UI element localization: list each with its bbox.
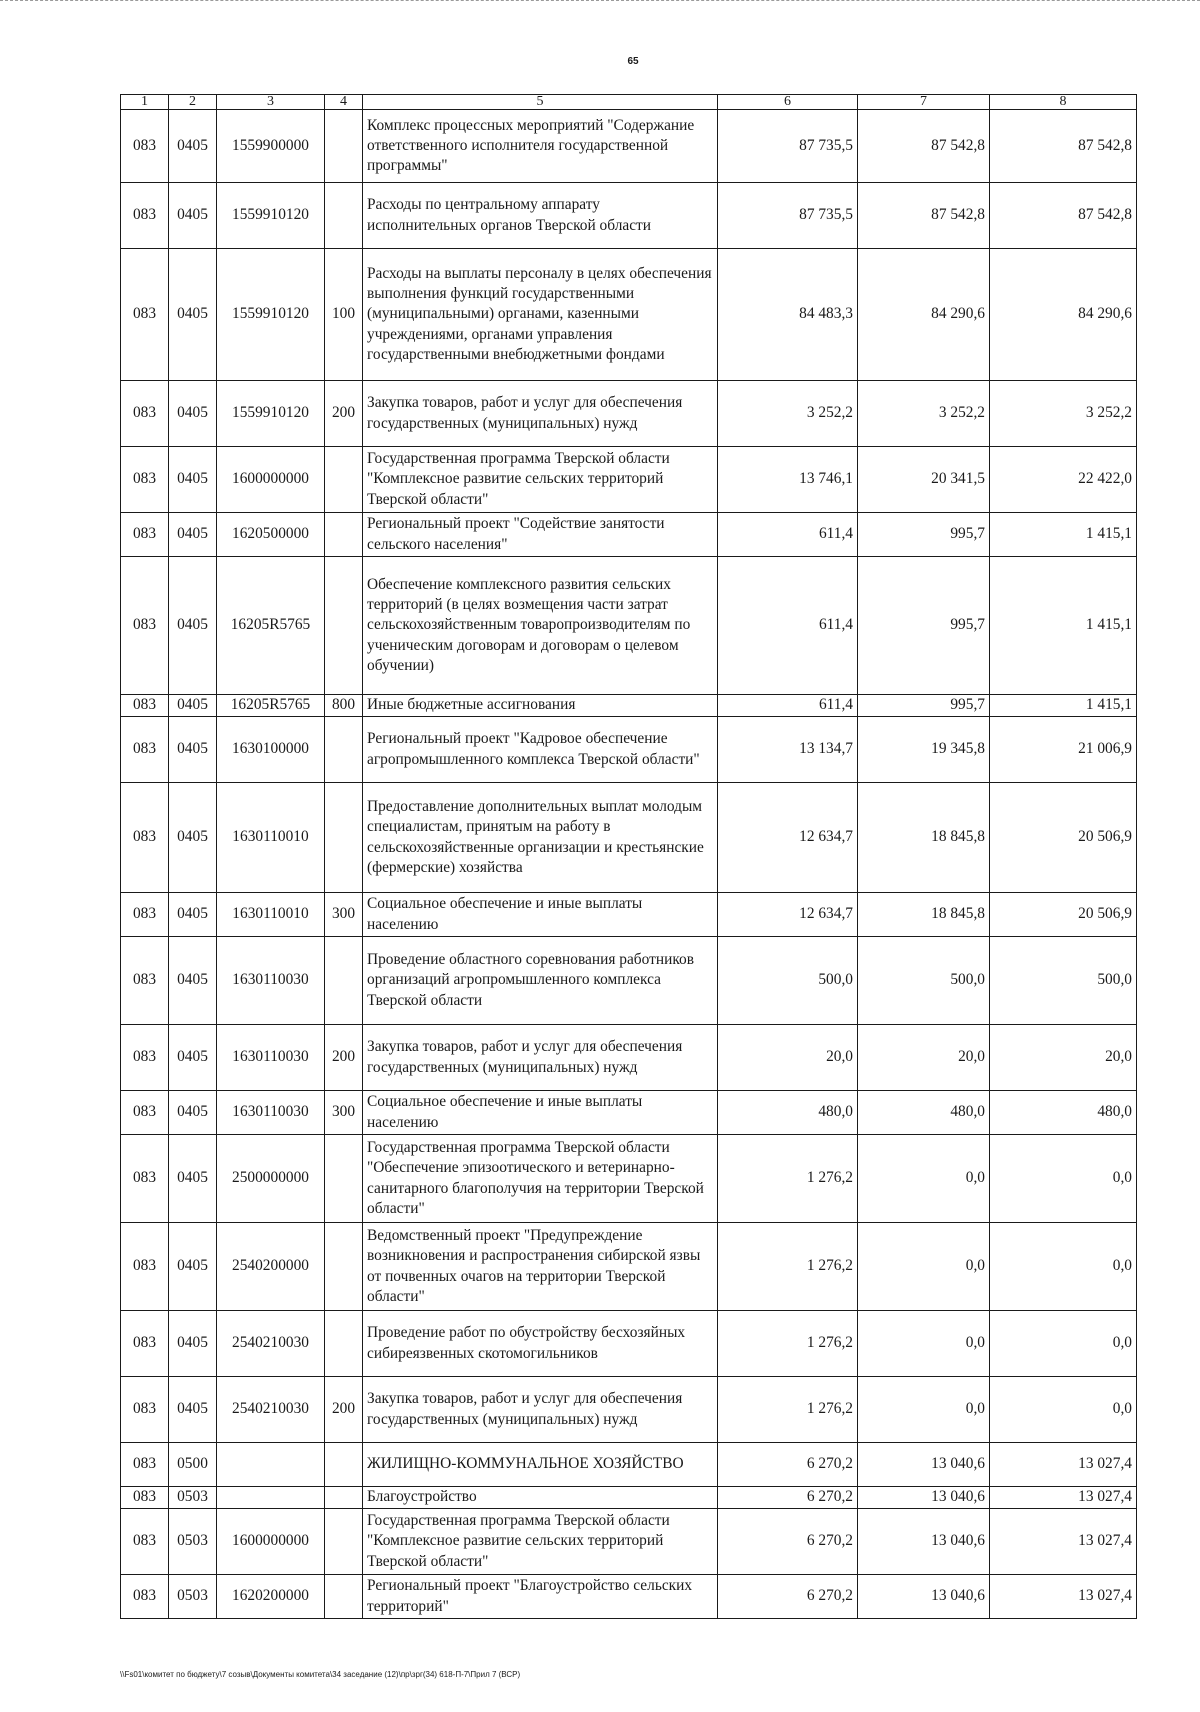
amount-col8-cell: 20 506,9 — [990, 893, 1137, 937]
budget-table — [120, 94, 1137, 1619]
amount-col8-cell: 84 290,6 — [990, 249, 1137, 381]
table-row — [121, 110, 1137, 183]
target-article-code-cell: 2540200000 — [217, 1223, 325, 1311]
expense-type-code-cell — [325, 1311, 363, 1377]
section-code-cell: 0503 — [169, 1575, 217, 1619]
admin-code-cell: 083 — [121, 1135, 169, 1223]
amount-col6-cell: 3 252,2 — [718, 381, 858, 447]
amount-col8-cell: 0,0 — [990, 1311, 1137, 1377]
expense-type-code-cell — [325, 1135, 363, 1223]
amount-col7-cell: 995,7 — [858, 513, 990, 557]
amount-col7-cell: 0,0 — [858, 1377, 990, 1443]
admin-code-cell: 083 — [121, 1025, 169, 1091]
admin-code-cell: 083 — [121, 513, 169, 557]
admin-code-cell: 083 — [121, 1311, 169, 1377]
amount-col8-cell: 22 422,0 — [990, 447, 1137, 513]
amount-col6-cell: 500,0 — [718, 937, 858, 1025]
expense-type-code-cell — [325, 557, 363, 695]
target-article-code-cell: 1620200000 — [217, 1575, 325, 1619]
amount-col7-cell: 19 345,8 — [858, 717, 990, 783]
description-cell: Закупка товаров, работ и услуг для обеспечения государственных (муниципальных) нужд — [363, 1025, 718, 1091]
column-header-3: 3 — [217, 95, 325, 110]
amount-col6-cell: 6 270,2 — [718, 1487, 858, 1509]
amount-col8-cell: 1 415,1 — [990, 513, 1137, 557]
table-row — [121, 513, 1137, 557]
table-row — [121, 1377, 1137, 1443]
expense-type-code-cell — [325, 1487, 363, 1509]
amount-col7-cell: 0,0 — [858, 1311, 990, 1377]
expense-type-code-cell: 200 — [325, 1025, 363, 1091]
admin-code-cell: 083 — [121, 937, 169, 1025]
section-code-cell: 0405 — [169, 513, 217, 557]
expense-type-code-cell: 200 — [325, 1377, 363, 1443]
expense-type-code-cell — [325, 937, 363, 1025]
amount-col7-cell: 13 040,6 — [858, 1487, 990, 1509]
table-row — [121, 1311, 1137, 1377]
column-number-row — [121, 95, 1137, 110]
description-cell: Закупка товаров, работ и услуг для обеспечения государственных (муниципальных) нужд — [363, 381, 718, 447]
expense-type-code-cell: 100 — [325, 249, 363, 381]
admin-code-cell: 083 — [121, 447, 169, 513]
admin-code-cell: 083 — [121, 695, 169, 717]
description-cell: Региональный проект "Благоустройство сельских территорий" — [363, 1575, 718, 1619]
amount-col7-cell: 87 542,8 — [858, 183, 990, 249]
amount-col6-cell: 480,0 — [718, 1091, 858, 1135]
amount-col7-cell: 13 040,6 — [858, 1575, 990, 1619]
column-header-7: 7 — [858, 95, 990, 110]
target-article-code-cell — [217, 1443, 325, 1487]
target-article-code-cell: 1600000000 — [217, 447, 325, 513]
description-cell: Комплекс процессных мероприятий "Содержание ответственного исполнителя государственной программы" — [363, 110, 718, 183]
table-row — [121, 1443, 1137, 1487]
table-row — [121, 717, 1137, 783]
description-cell: Ведомственный проект "Предупреждение возникновения и распространения сибирской язвы от почвенных очагов на территории Тверской области" — [363, 1223, 718, 1311]
amount-col6-cell: 84 483,3 — [718, 249, 858, 381]
description-cell: Проведение работ по обустройству бесхозяйных сибиреязвенных скотомогильников — [363, 1311, 718, 1377]
amount-col6-cell: 12 634,7 — [718, 783, 858, 893]
admin-code-cell: 083 — [121, 381, 169, 447]
target-article-code-cell: 2540210030 — [217, 1377, 325, 1443]
table-row — [121, 1025, 1137, 1091]
target-article-code-cell: 16205R5765 — [217, 557, 325, 695]
expense-type-code-cell — [325, 717, 363, 783]
amount-col7-cell: 995,7 — [858, 695, 990, 717]
section-code-cell: 0405 — [169, 937, 217, 1025]
amount-col6-cell: 87 735,5 — [718, 110, 858, 183]
admin-code-cell: 083 — [121, 1443, 169, 1487]
section-code-cell: 0405 — [169, 557, 217, 695]
amount-col8-cell: 13 027,4 — [990, 1509, 1137, 1575]
admin-code-cell: 083 — [121, 183, 169, 249]
target-article-code-cell: 1559910120 — [217, 381, 325, 447]
table-row — [121, 557, 1137, 695]
target-article-code-cell: 1630110010 — [217, 893, 325, 937]
expense-type-code-cell: 200 — [325, 381, 363, 447]
amount-col8-cell: 3 252,2 — [990, 381, 1137, 447]
description-cell: Обеспечение комплексного развития сельских территорий (в целях возмещения части затрат сельскохозяйственным товаропроизводителям по ученическим договорам и договорам о целевом обучении) — [363, 557, 718, 695]
description-cell: ЖИЛИЩНО-КОММУНАЛЬНОЕ ХОЗЯЙСТВО — [363, 1443, 718, 1487]
amount-col6-cell: 20,0 — [718, 1025, 858, 1091]
table-body — [121, 110, 1137, 1619]
table-row — [121, 183, 1137, 249]
amount-col6-cell: 1 276,2 — [718, 1311, 858, 1377]
amount-col6-cell: 13 746,1 — [718, 447, 858, 513]
amount-col8-cell: 13 027,4 — [990, 1487, 1137, 1509]
target-article-code-cell: 1600000000 — [217, 1509, 325, 1575]
section-code-cell: 0405 — [169, 695, 217, 717]
target-article-code-cell: 1559900000 — [217, 110, 325, 183]
expense-type-code-cell — [325, 1509, 363, 1575]
target-article-code-cell: 1630110030 — [217, 937, 325, 1025]
expense-type-code-cell — [325, 183, 363, 249]
target-article-code-cell: 1620500000 — [217, 513, 325, 557]
amount-col6-cell: 1 276,2 — [718, 1135, 858, 1223]
amount-col6-cell: 611,4 — [718, 695, 858, 717]
description-cell: Проведение областного соревнования работников организаций агропромышленного комплекса Тверской области — [363, 937, 718, 1025]
amount-col7-cell: 0,0 — [858, 1135, 990, 1223]
section-code-cell: 0405 — [169, 110, 217, 183]
table-row — [121, 1487, 1137, 1509]
description-cell: Социальное обеспечение и иные выплаты населению — [363, 1091, 718, 1135]
description-cell: Расходы по центральному аппарату исполнительных органов Тверской области — [363, 183, 718, 249]
target-article-code-cell: 1559910120 — [217, 183, 325, 249]
target-article-code-cell — [217, 1487, 325, 1509]
description-cell: Государственная программа Тверской области "Обеспечение эпизоотического и ветеринарно-санитарного благополучия на территории Тверской области" — [363, 1135, 718, 1223]
expense-type-code-cell — [325, 513, 363, 557]
file-path-footer: \\Fs01\комитет по бюджету\7 созыв\Документы комитета\34 заседание (12)\пр\зрг(34) 618-П-7\Прил 7 (ВСР) — [120, 1670, 521, 1679]
amount-col8-cell: 20 506,9 — [990, 783, 1137, 893]
amount-col7-cell: 995,7 — [858, 557, 990, 695]
admin-code-cell: 083 — [121, 1575, 169, 1619]
description-cell: Иные бюджетные ассигнования — [363, 695, 718, 717]
column-header-1: 1 — [121, 95, 169, 110]
expense-type-code-cell: 300 — [325, 893, 363, 937]
expense-type-code-cell — [325, 447, 363, 513]
section-code-cell: 0405 — [169, 1223, 217, 1311]
amount-col8-cell: 13 027,4 — [990, 1575, 1137, 1619]
amount-col7-cell: 18 845,8 — [858, 783, 990, 893]
top-scan-edge — [0, 0, 1200, 4]
expense-type-code-cell: 300 — [325, 1091, 363, 1135]
amount-col7-cell: 0,0 — [858, 1223, 990, 1311]
target-article-code-cell: 1630100000 — [217, 717, 325, 783]
amount-col7-cell: 500,0 — [858, 937, 990, 1025]
table-row — [121, 1223, 1137, 1311]
amount-col7-cell: 13 040,6 — [858, 1443, 990, 1487]
description-cell: Благоустройство — [363, 1487, 718, 1509]
table-row — [121, 695, 1137, 717]
amount-col8-cell: 87 542,8 — [990, 183, 1137, 249]
amount-col6-cell: 87 735,5 — [718, 183, 858, 249]
table-row — [121, 381, 1137, 447]
amount-col6-cell: 6 270,2 — [718, 1509, 858, 1575]
amount-col7-cell: 87 542,8 — [858, 110, 990, 183]
table-row — [121, 249, 1137, 381]
amount-col8-cell: 1 415,1 — [990, 695, 1137, 717]
table-row — [121, 1509, 1137, 1575]
section-code-cell: 0503 — [169, 1487, 217, 1509]
amount-col8-cell: 21 006,9 — [990, 717, 1137, 783]
amount-col8-cell: 1 415,1 — [990, 557, 1137, 695]
amount-col8-cell: 0,0 — [990, 1377, 1137, 1443]
admin-code-cell: 083 — [121, 1487, 169, 1509]
expense-type-code-cell — [325, 110, 363, 183]
expense-type-code-cell: 800 — [325, 695, 363, 717]
section-code-cell: 0405 — [169, 1091, 217, 1135]
section-code-cell: 0405 — [169, 183, 217, 249]
amount-col8-cell: 13 027,4 — [990, 1443, 1137, 1487]
section-code-cell: 0405 — [169, 381, 217, 447]
target-article-code-cell: 2500000000 — [217, 1135, 325, 1223]
column-header-2: 2 — [169, 95, 217, 110]
amount-col8-cell: 87 542,8 — [990, 110, 1137, 183]
amount-col7-cell: 84 290,6 — [858, 249, 990, 381]
amount-col6-cell: 6 270,2 — [718, 1575, 858, 1619]
table-row — [121, 1091, 1137, 1135]
description-cell: Региональный проект "Кадровое обеспечение агропромышленного комплекса Тверской области" — [363, 717, 718, 783]
target-article-code-cell: 1630110030 — [217, 1091, 325, 1135]
amount-col6-cell: 13 134,7 — [718, 717, 858, 783]
admin-code-cell: 083 — [121, 783, 169, 893]
amount-col8-cell: 20,0 — [990, 1025, 1137, 1091]
section-code-cell: 0405 — [169, 1377, 217, 1443]
admin-code-cell: 083 — [121, 249, 169, 381]
amount-col8-cell: 0,0 — [990, 1135, 1137, 1223]
description-cell: Предоставление дополнительных выплат молодым специалистам, принятым на работу в сельскохозяйственные организации и крестьянские (фермерские) хозяйства — [363, 783, 718, 893]
table-row — [121, 783, 1137, 893]
expense-type-code-cell — [325, 783, 363, 893]
target-article-code-cell: 16205R5765 — [217, 695, 325, 717]
description-cell: Государственная программа Тверской области "Комплексное развитие сельских территорий Тверской области" — [363, 447, 718, 513]
admin-code-cell: 083 — [121, 557, 169, 695]
table-row — [121, 1575, 1137, 1619]
expense-type-code-cell — [325, 1575, 363, 1619]
admin-code-cell: 083 — [121, 1223, 169, 1311]
description-cell: Государственная программа Тверской области "Комплексное развитие сельских территорий Тверской области" — [363, 1509, 718, 1575]
amount-col7-cell: 20,0 — [858, 1025, 990, 1091]
column-header-4: 4 — [325, 95, 363, 110]
section-code-cell: 0405 — [169, 249, 217, 381]
section-code-cell: 0500 — [169, 1443, 217, 1487]
description-cell: Расходы на выплаты персоналу в целях обеспечения выполнения функций государственными (муниципальными) органами, казенными учреждениями, органами управления государственными внебюджетными фондами — [363, 249, 718, 381]
amount-col6-cell: 1 276,2 — [718, 1377, 858, 1443]
amount-col6-cell: 12 634,7 — [718, 893, 858, 937]
section-code-cell: 0405 — [169, 717, 217, 783]
section-code-cell: 0405 — [169, 1025, 217, 1091]
description-cell: Закупка товаров, работ и услуг для обеспечения государственных (муниципальных) нужд — [363, 1377, 718, 1443]
target-article-code-cell: 1630110030 — [217, 1025, 325, 1091]
amount-col7-cell: 3 252,2 — [858, 381, 990, 447]
amount-col6-cell: 611,4 — [718, 557, 858, 695]
column-header-6: 6 — [718, 95, 858, 110]
section-code-cell: 0405 — [169, 1135, 217, 1223]
amount-col8-cell: 0,0 — [990, 1223, 1137, 1311]
admin-code-cell: 083 — [121, 893, 169, 937]
target-article-code-cell: 1630110010 — [217, 783, 325, 893]
section-code-cell: 0405 — [169, 783, 217, 893]
amount-col7-cell: 20 341,5 — [858, 447, 990, 513]
description-cell: Социальное обеспечение и иные выплаты населению — [363, 893, 718, 937]
amount-col6-cell: 611,4 — [718, 513, 858, 557]
amount-col8-cell: 500,0 — [990, 937, 1137, 1025]
amount-col6-cell: 1 276,2 — [718, 1223, 858, 1311]
section-code-cell: 0503 — [169, 1509, 217, 1575]
target-article-code-cell: 2540210030 — [217, 1311, 325, 1377]
amount-col8-cell: 480,0 — [990, 1091, 1137, 1135]
admin-code-cell: 083 — [121, 110, 169, 183]
description-cell: Региональный проект "Содействие занятости сельского населения" — [363, 513, 718, 557]
admin-code-cell: 083 — [121, 1509, 169, 1575]
amount-col6-cell: 6 270,2 — [718, 1443, 858, 1487]
amount-col7-cell: 480,0 — [858, 1091, 990, 1135]
section-code-cell: 0405 — [169, 893, 217, 937]
section-code-cell: 0405 — [169, 447, 217, 513]
page-number: 65 — [627, 56, 639, 67]
admin-code-cell: 083 — [121, 1091, 169, 1135]
amount-col7-cell: 13 040,6 — [858, 1509, 990, 1575]
amount-col7-cell: 18 845,8 — [858, 893, 990, 937]
table-row — [121, 447, 1137, 513]
table-row — [121, 937, 1137, 1025]
expense-type-code-cell — [325, 1443, 363, 1487]
column-header-5: 5 — [363, 95, 718, 110]
table-row — [121, 1135, 1137, 1223]
column-header-8: 8 — [990, 95, 1137, 110]
admin-code-cell: 083 — [121, 1377, 169, 1443]
target-article-code-cell: 1559910120 — [217, 249, 325, 381]
table-row — [121, 893, 1137, 937]
expense-type-code-cell — [325, 1223, 363, 1311]
admin-code-cell: 083 — [121, 717, 169, 783]
section-code-cell: 0405 — [169, 1311, 217, 1377]
